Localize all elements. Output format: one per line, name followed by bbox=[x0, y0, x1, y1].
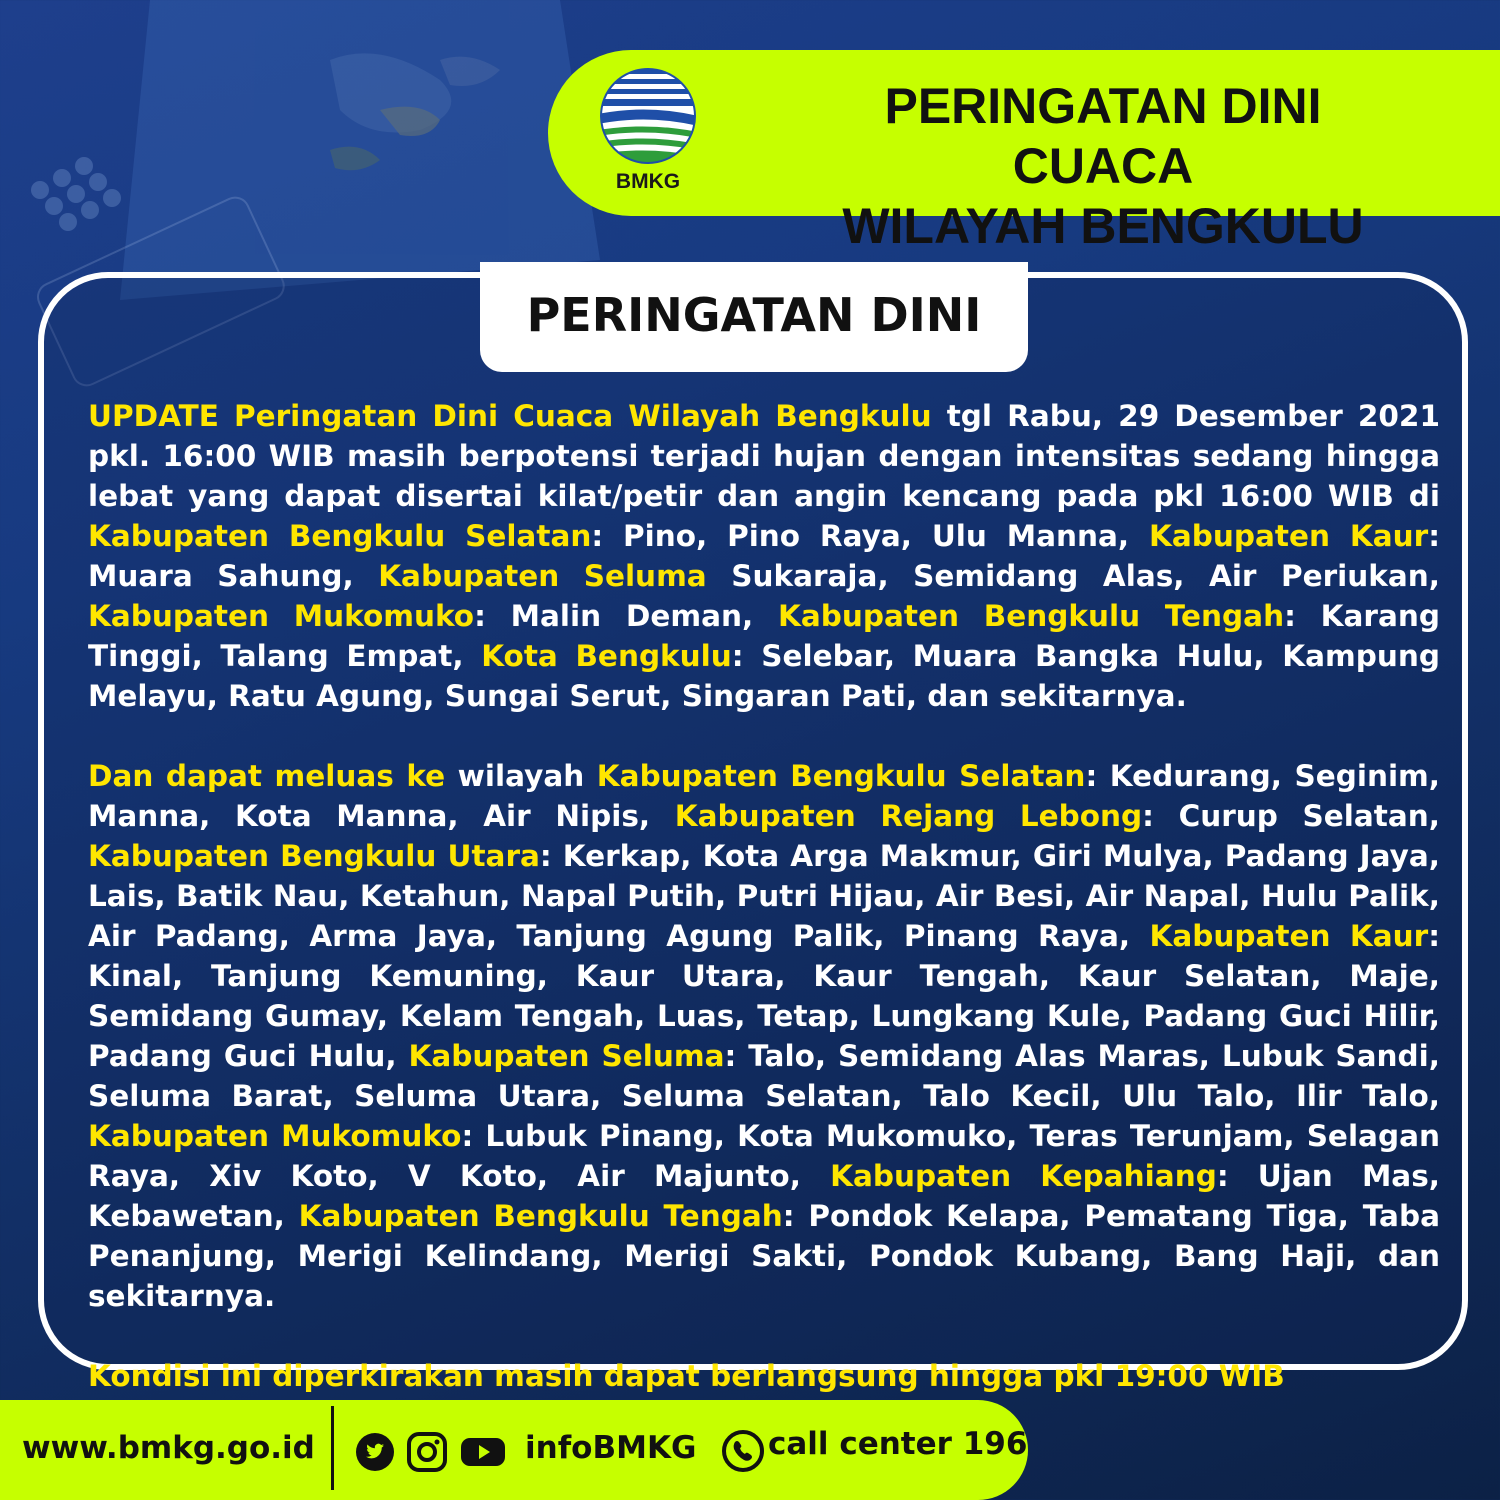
highlight-text: Kondisi ini diperkirakan masih dapat berlangsung hingga pkl 19:00 WIB bbox=[88, 1359, 1285, 1393]
highlight-text: Kabupaten Bengkulu Tengah bbox=[298, 1199, 783, 1233]
youtube-icon[interactable] bbox=[460, 1432, 506, 1472]
warning-paragraph-2 bbox=[88, 756, 1440, 1316]
highlight-text: Kabupaten Kepahiang bbox=[830, 1159, 1217, 1193]
page-title bbox=[793, 76, 1413, 256]
highlight-text: Kabupaten Rejang Lebong bbox=[674, 799, 1143, 833]
title-line-2: WILAYAH BENGKULU bbox=[842, 198, 1364, 254]
body-text-segment: : Kinal, Tanjung Kemuning, Kaur Utara, Kaur Tengah, Kaur Selatan, Maje, Semidang Gumay, Kelam Tengah, Luas, Tetap, Lungkang Kule, Padang Guci Hilir, Padang Guci Hulu, bbox=[88, 919, 1440, 1073]
highlight-text: Kabupaten Bengkulu Tengah bbox=[777, 599, 1285, 633]
card-tab bbox=[480, 262, 1028, 372]
body-text-segment: : Kedurang, Seginim, Manna, Kota Manna, Air Nipis, bbox=[88, 759, 1441, 833]
warning-body bbox=[88, 396, 1440, 1436]
highlight-text: Kabupaten Bengkulu Selatan bbox=[88, 519, 592, 553]
highlight-text: Kabupaten Mukomuko bbox=[88, 599, 475, 633]
highlight-text: Kabupaten Seluma bbox=[408, 1039, 725, 1073]
highlight-text: Dan dapat meluas ke bbox=[88, 759, 446, 793]
body-text-segment: : Pino, Pino Raya, Ulu Manna, bbox=[591, 519, 1149, 553]
warning-paragraph-3 bbox=[88, 1356, 1440, 1396]
header-banner bbox=[548, 50, 1500, 254]
body-text-segment: : Ujan Mas, Kebawetan, bbox=[88, 1159, 1440, 1233]
call-center-label[interactable]: call center 196 bbox=[768, 1426, 1028, 1462]
body-text-segment: tgl Rabu, 29 Desember 2021 pkl. 16:00 WIB masih berpotensi terjadi hujan dengan intensitas sedang hingga lebat yang dapat disertai kilat/petir dan angin kencang pada pkl 16:00 WIB di bbox=[88, 399, 1440, 513]
highlight-text: Kabupaten Bengkulu Utara bbox=[88, 839, 540, 873]
body-text-segment: : Pondok Kelapa, Pematang Tiga, Taba Penanjung, Merigi Kelindang, Merigi Sakti, Pondok Kubang, Bang Haji, dan sekitarnya. bbox=[88, 1199, 1440, 1313]
highlight-text: Kabupaten Bengkulu Selatan bbox=[596, 759, 1086, 793]
body-text-segment: : Karang Tinggi, Talang Empat, bbox=[88, 599, 1440, 673]
highlight-text: Kabupaten Mukomuko bbox=[88, 1119, 462, 1153]
highlight-text: UPDATE Peringatan Dini Cuaca Wilayah Bengkulu bbox=[88, 399, 932, 433]
body-text-segment: Sukaraja, Semidang Alas, Air Periukan, bbox=[706, 559, 1440, 593]
phone-icon bbox=[722, 1430, 764, 1472]
card-tab-label: PERINGATAN DINI bbox=[526, 288, 982, 342]
bmkg-logo bbox=[598, 66, 698, 196]
body-text-segment: : Lubuk Pinang, Kota Mukomuko, Teras Terunjam, Selagan Raya, Xiv Koto, V Koto, Air Majunto, bbox=[88, 1119, 1440, 1193]
website-link[interactable]: www.bmkg.go.id bbox=[22, 1430, 315, 1466]
body-text-segment: wilayah bbox=[445, 759, 597, 793]
highlight-text: Kota Bengkulu bbox=[481, 639, 732, 673]
social-handle[interactable]: infoBMKG bbox=[525, 1430, 697, 1466]
highlight-text: Kabupaten Kaur bbox=[1149, 919, 1429, 953]
instagram-icon[interactable] bbox=[407, 1432, 447, 1472]
body-text-segment: : Selebar, Muara Bangka Hulu, Kampung Melayu, Ratu Agung, Sungai Serut, Singaran Pati, dan sekitarnya. bbox=[88, 639, 1440, 713]
footer-bar bbox=[0, 1400, 1028, 1500]
title-line-1: PERINGATAN DINI CUACA bbox=[884, 78, 1322, 194]
body-text-segment: : Kerkap, Kota Arga Makmur, Giri Mulya, Padang Jaya, Lais, Batik Nau, Ketahun, Napal Putih, Putri Hijau, Air Besi, Air Napal, Hulu Palik, Air Padang, Arma Jaya, Tanjung Agung Palik, Pinang Raya, bbox=[88, 839, 1440, 953]
highlight-text: Kabupaten Seluma bbox=[378, 559, 707, 593]
highlight-text: Kabupaten Kaur bbox=[1149, 519, 1429, 553]
twitter-icon[interactable] bbox=[355, 1432, 395, 1472]
warning-paragraph-1 bbox=[88, 396, 1440, 716]
body-text-segment: : Malin Deman, bbox=[474, 599, 778, 633]
footer-divider bbox=[331, 1406, 334, 1490]
body-text-segment: : Talo, Semidang Alas Maras, Lubuk Sandi, Seluma Barat, Seluma Utara, Seluma Selatan, Talo Kecil, Ulu Talo, Ilir Talo, bbox=[88, 1039, 1440, 1113]
bmkg-logo-icon bbox=[598, 66, 698, 170]
body-text-segment: : Muara Sahung, bbox=[88, 519, 1441, 593]
logo-text: BMKG bbox=[615, 170, 681, 193]
body-text-segment: : Curup Selatan, bbox=[1142, 799, 1440, 833]
